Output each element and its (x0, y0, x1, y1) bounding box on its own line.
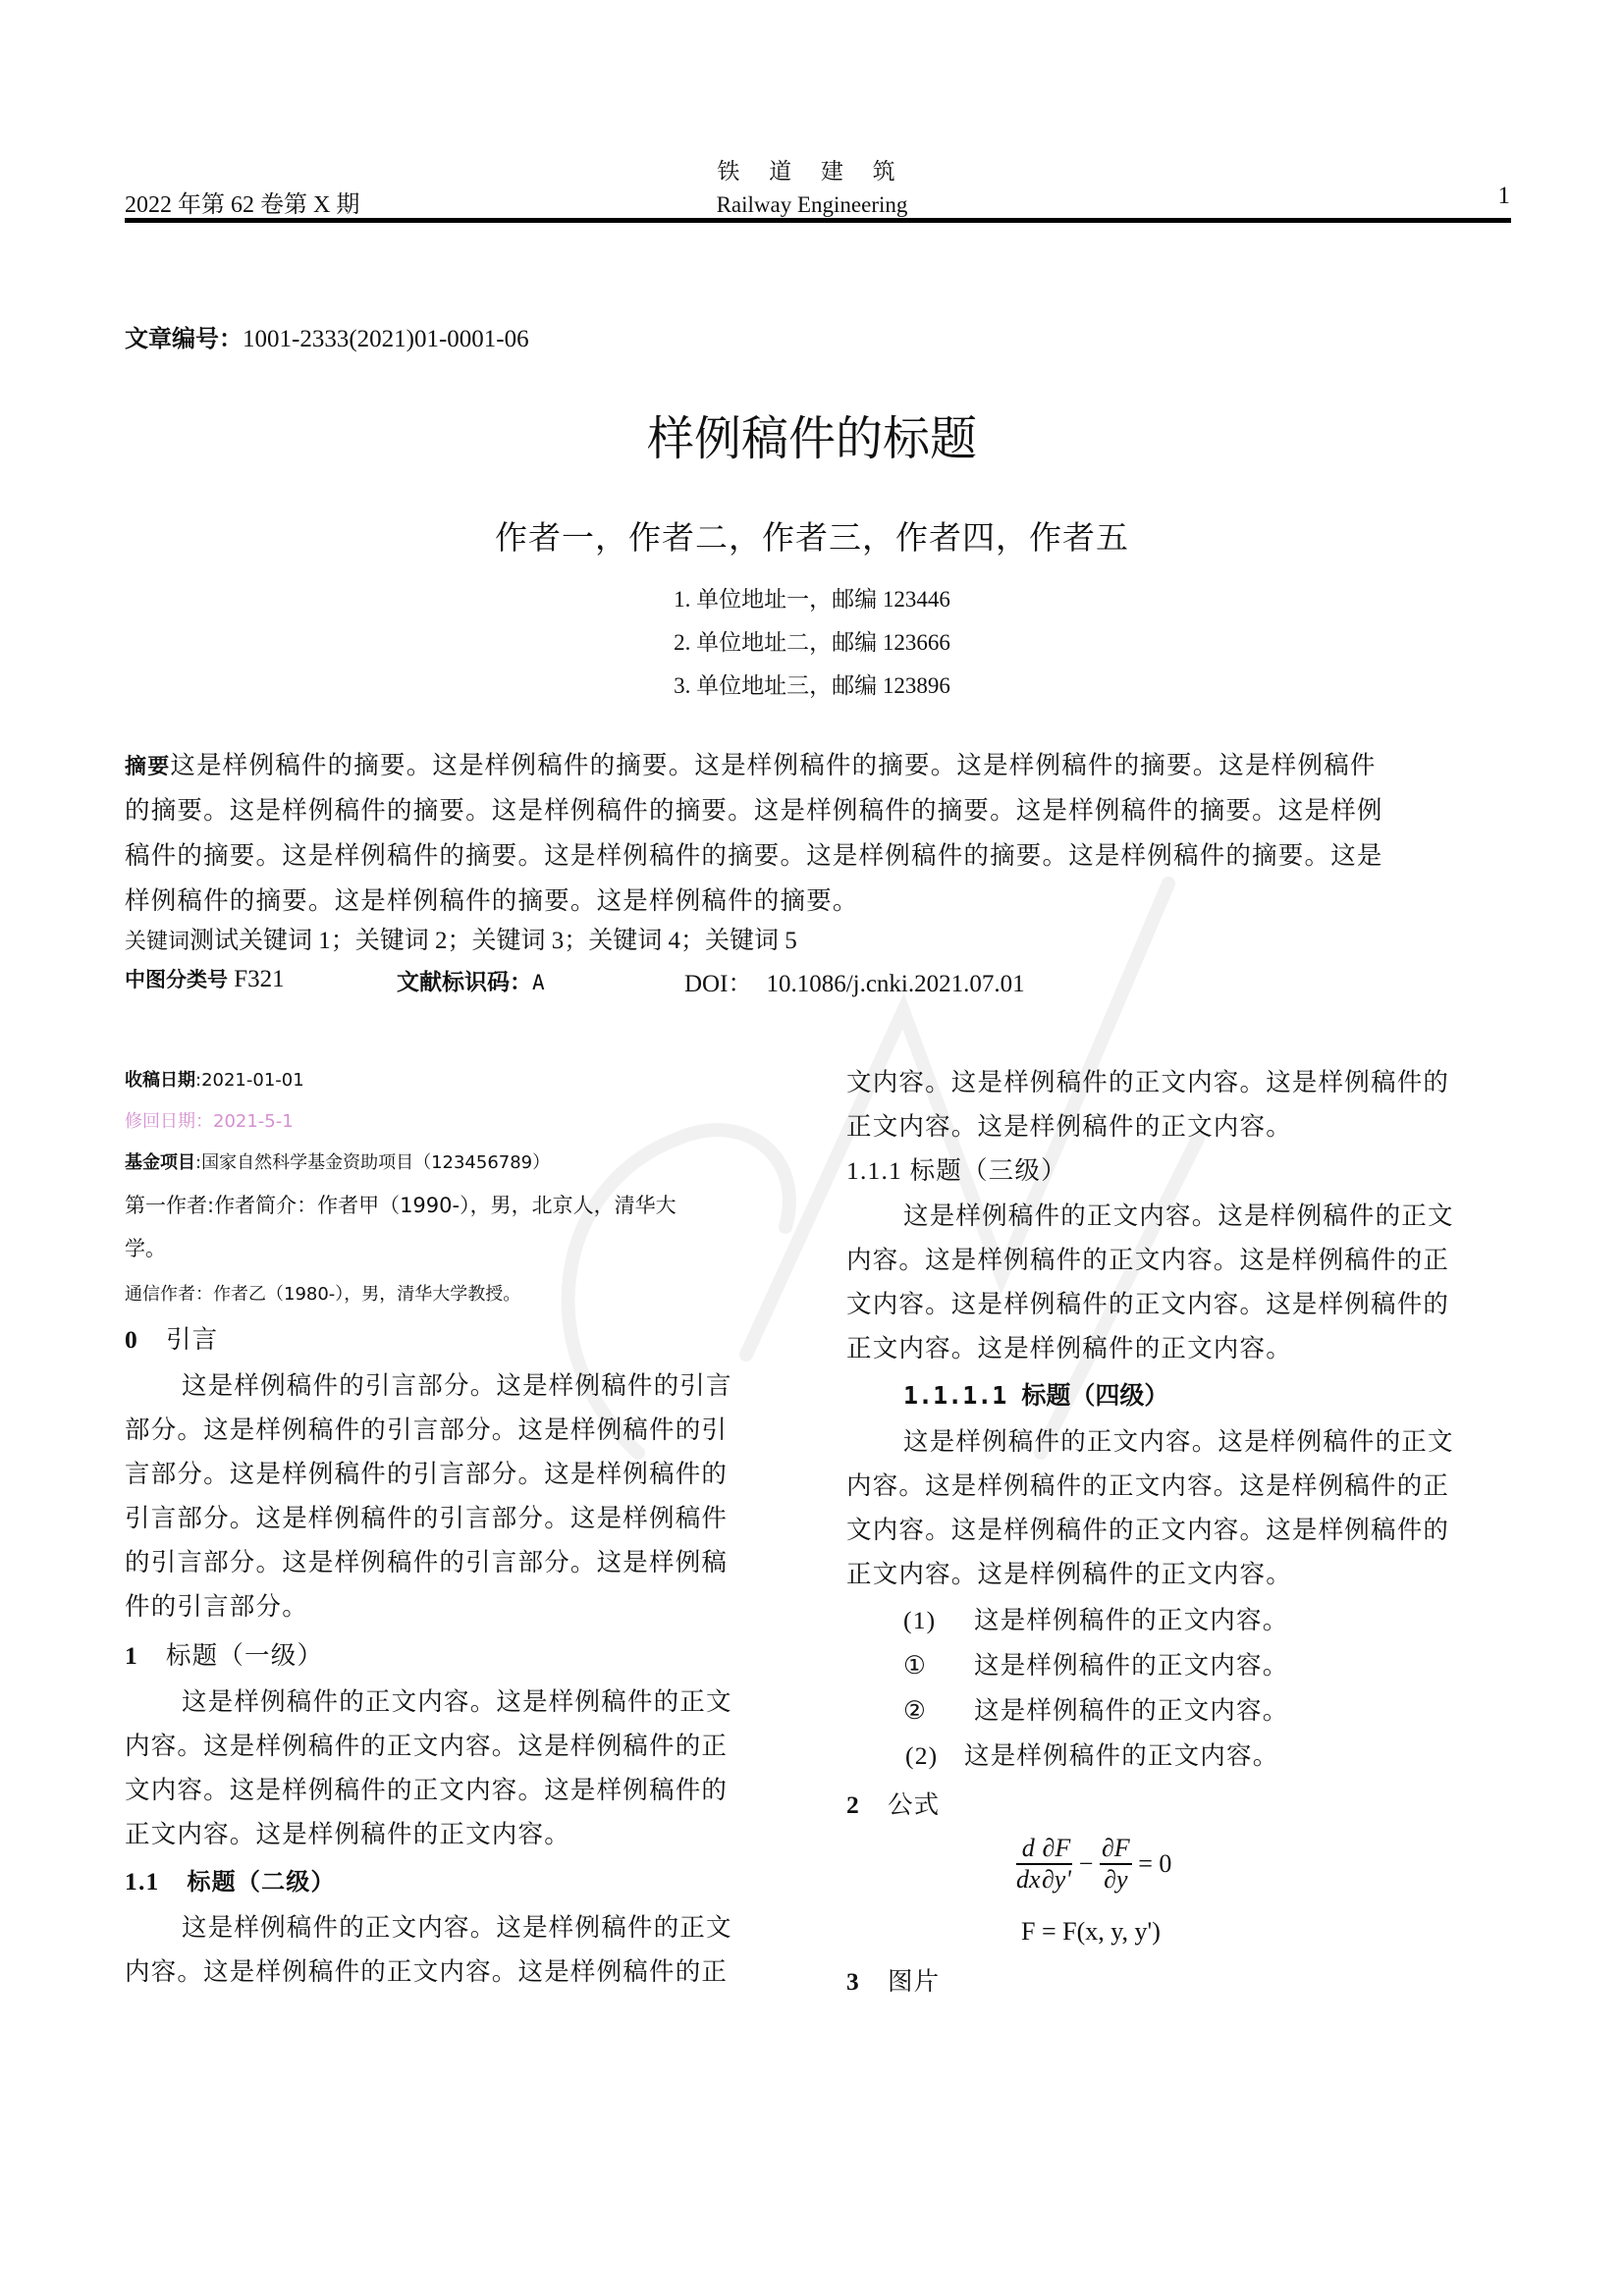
first-author-bio: 第一作者:作者简介：作者甲（1990-），男，北京人，清华大 (125, 1194, 677, 1217)
equation-rhs: = 0 (1138, 1849, 1172, 1878)
list-text: 这是样例稿件的正文内容。 (974, 1606, 1289, 1634)
article-number-value: 1001-2333(2021)01-0001-06 (243, 326, 529, 352)
body-line: 内容。这是样例稿件的正文内容。这是样例稿件的正 (125, 1732, 729, 1760)
page-number: 1 (1497, 183, 1510, 209)
affiliation: 3. 单位地址三，邮编 123896 (674, 673, 950, 698)
section-title: 引言 (165, 1325, 219, 1354)
header-issue: 2022 年第 62 卷第 X 期 (125, 192, 360, 218)
body-line: 内容。这是样例稿件的正文内容。这是样例稿件的正 (846, 1246, 1450, 1274)
section-title: 图片 (887, 1967, 941, 1996)
denominator: dx (1016, 1865, 1041, 1894)
section-heading-1-1 (125, 1862, 336, 1896)
section-number: 3 (846, 1967, 860, 1996)
clc-line (125, 964, 285, 993)
numerator: d (1016, 1834, 1041, 1865)
section-heading-0 (125, 1320, 218, 1356)
section-number: 1 (125, 1641, 138, 1670)
equation-euler-lagrange (1016, 1834, 1171, 1895)
clc-value: F321 (234, 966, 285, 992)
corresponding-author: 通信作者：作者乙（1980-），男，清华大学教授。 (125, 1284, 521, 1305)
clc-label: 中图分类号 (125, 968, 228, 991)
journal-name-en: Railway Engineering (716, 192, 908, 217)
denominator: ∂y' (1041, 1865, 1071, 1894)
numerator: ∂F (1041, 1834, 1073, 1865)
header-rule (125, 218, 1511, 223)
body-line: 正文内容。这是样例稿件的正文内容。 (125, 1820, 570, 1848)
body-line: 正文内容。这是样例稿件的正文内容。 (846, 1560, 1292, 1588)
list-text: 这是样例稿件的正文内容。 (974, 1651, 1289, 1680)
fund-label: 基金项目 (125, 1152, 195, 1173)
affiliation: 2. 单位地址二，邮编 123666 (674, 630, 950, 655)
list-text: 这是样例稿件的正文内容。 (974, 1696, 1289, 1725)
section-heading-3 (846, 1962, 940, 1998)
section-heading-1-1-1-1: 1.1.1.1 标题（四级） (903, 1381, 1169, 1410)
article-number (125, 319, 529, 353)
section-title: 标题（二级） (187, 1868, 336, 1896)
fraction-dF-dy (1100, 1834, 1132, 1895)
abstract-line: 稿件的摘要。这是样例稿件的摘要。这是样例稿件的摘要。这是样例稿件的摘要。这是样例稿件的摘要。这是 (125, 841, 1383, 870)
abstract-line (125, 746, 1377, 781)
doi-line (684, 964, 1025, 999)
revised-date: 修回日期：2021-5-1 (125, 1111, 294, 1132)
body-line: 文内容。这是样例稿件的正文内容。这是样例稿件的 (846, 1290, 1450, 1318)
section-number: 0 (125, 1325, 138, 1354)
paper-title: 样例稿件的标题 (646, 411, 977, 466)
intro-line: 言部分。这是样例稿件的引言部分。这是样例稿件的 (125, 1460, 729, 1488)
section-number: 2 (846, 1790, 860, 1819)
list-marker: (1) (903, 1606, 937, 1634)
abstract-line: 样例稿件的摘要。这是样例稿件的摘要。这是样例稿件的摘要。 (125, 886, 859, 915)
intro-line: 的引言部分。这是样例稿件的引言部分。这是样例稿 (125, 1548, 729, 1576)
received-date (125, 1066, 304, 1092)
fund-project (125, 1148, 550, 1174)
body-line: 文内容。这是样例稿件的正文内容。这是样例稿件的 (125, 1776, 729, 1804)
journal-name-cn: 铁 道 建 筑 (717, 159, 907, 184)
section-heading-2 (846, 1786, 940, 1821)
intro-line: 件的引言部分。 (125, 1592, 308, 1621)
author-list: 作者一，作者二，作者三，作者四，作者五 (495, 518, 1129, 557)
list-item (903, 1646, 1288, 1682)
numerator: ∂F (1100, 1834, 1132, 1865)
fraction-dF-dyprime (1041, 1834, 1073, 1895)
section-heading-1-1-1: 1.1.1 标题（三级） (846, 1156, 1067, 1185)
body-line: 这是样例稿件的正文内容。这是样例稿件的正文 (903, 1427, 1454, 1456)
keywords-value: 测试关键词 1；关键词 2；关键词 3；关键词 4；关键词 5 (189, 928, 797, 954)
intro-line: 引言部分。这是样例稿件的引言部分。这是样例稿件 (125, 1504, 729, 1532)
list-marker: ② (903, 1696, 928, 1725)
received-value: :2021-01-01 (195, 1070, 304, 1091)
body-line: 这是样例稿件的正文内容。这是样例稿件的正文 (182, 1913, 732, 1942)
list-item (905, 1736, 1278, 1772)
doi-value: 10.1086/j.cnki.2021.07.01 (766, 971, 1025, 997)
doi-label: DOI： (684, 971, 753, 997)
doc-code-line (397, 964, 545, 996)
body-line: 文内容。这是样例稿件的正文内容。这是样例稿件的 (846, 1068, 1450, 1096)
first-author-bio: 学。 (125, 1237, 166, 1260)
body-line: 文内容。这是样例稿件的正文内容。这是样例稿件的 (846, 1516, 1450, 1544)
keywords-label: 关键词 (125, 930, 190, 954)
list-item (903, 1601, 1288, 1636)
keywords-line (125, 921, 797, 956)
body-line: 内容。这是样例稿件的正文内容。这是样例稿件的正 (125, 1957, 729, 1986)
list-text: 这是样例稿件的正文内容。 (964, 1741, 1279, 1770)
doc-code-value: A (532, 971, 545, 994)
abstract-line: 的摘要。这是样例稿件的摘要。这是样例稿件的摘要。这是样例稿件的摘要。这是样例稿件的摘要。这是样例 (125, 796, 1383, 825)
minus-sign: − (1078, 1849, 1094, 1878)
equation-function-def: F = F(x, y, y') (1021, 1917, 1161, 1946)
received-label: 收稿日期 (125, 1070, 195, 1091)
affiliation: 1. 单位地址一，邮编 123446 (674, 587, 950, 612)
section-number: 1.1 (125, 1867, 160, 1896)
body-line: 正文内容。这是样例稿件的正文内容。 (846, 1112, 1292, 1141)
body-line: 这是样例稿件的正文内容。这是样例稿件的正文 (182, 1687, 732, 1716)
header-journal (0, 155, 1624, 222)
denominator: ∂y (1104, 1865, 1128, 1894)
body-line: 正文内容。这是样例稿件的正文内容。 (846, 1334, 1292, 1362)
fraction-d-dx (1016, 1834, 1041, 1895)
abstract-label: 摘要 (125, 755, 171, 779)
section-title: 公式 (887, 1790, 941, 1819)
list-marker: (2) (905, 1741, 939, 1770)
list-marker: ① (903, 1651, 928, 1680)
doc-code-label: 文献标识码： (397, 970, 532, 995)
section-title: 标题（一级） (165, 1641, 324, 1670)
body-line: 这是样例稿件的正文内容。这是样例稿件的正文 (903, 1201, 1454, 1230)
list-item (903, 1691, 1288, 1727)
article-number-label: 文章编号： (125, 325, 243, 352)
section-heading-1 (125, 1636, 323, 1672)
fund-value: :国家自然科学基金资助项目（123456789） (195, 1152, 551, 1173)
intro-line: 这是样例稿件的引言部分。这是样例稿件的引言 (182, 1371, 732, 1400)
intro-line: 部分。这是样例稿件的引言部分。这是样例稿件的引 (125, 1415, 729, 1444)
body-line: 内容。这是样例稿件的正文内容。这是样例稿件的正 (846, 1471, 1450, 1500)
abstract-text: 这是样例稿件的摘要。这是样例稿件的摘要。这是样例稿件的摘要。这是样例稿件的摘要。这是样例稿件 (170, 751, 1377, 779)
